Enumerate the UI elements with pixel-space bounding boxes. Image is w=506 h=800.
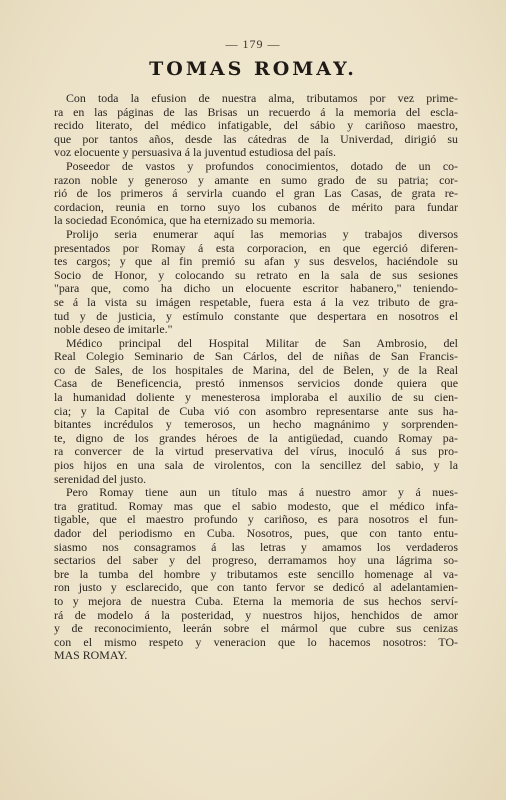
text-line: y de reconocimiento, leerán sobre el mármol que cubre sus cenizas [54,622,458,636]
text-line: la sociedad Económica, que ha eternizado su memoria. [54,214,316,228]
text-line: serenidad del justo. [54,472,147,486]
text-line: "para que, como ha dicho un elocuente escritor habanero," teniendo- [54,282,458,296]
text-line: recido literato, del médico infatigable, del sábio y cariñoso maestro, [54,119,458,133]
text-line: tud y de justicia, y estímulo constante que despertara en nosotros el [54,309,458,323]
text-line: se á la vista su imágen respetable, fuera esta á la vez tributo de gra- [54,295,458,309]
text-line: Médico principal del Hospital Militar de San Ambrosio, del [66,336,458,350]
text-line: to y mejora de nuestra Cuba. Eterna la memoria de sus hechos serví- [54,594,458,608]
text-line: cia; y la Capital de Cuba vió con asombro representarse ante sus ha- [54,404,458,418]
article-title: TOMAS ROMAY. [149,58,357,80]
text-line: siasmo nos consagramos á las letras y amamos los verdaderos [54,540,458,554]
text-line: Casa de Beneficencia, prestó inmensos servicios donde quiera que [54,377,458,391]
text-line: ra convercer de la virtud preservativa del vírus, inoculó á sus pro- [54,445,458,459]
text-line: la humanidad doliente y menesterosa imploraba el auxilio de su cien- [54,391,458,405]
text-line: Con toda la efusion de nuestra alma, tributamos por vez prime- [66,92,458,105]
text-line: tigable, que el maestro profundo y cariñoso, es para nosotros el fun- [54,513,458,527]
page-number: — 179 — [225,37,281,51]
text-line: tra gratitud. Romay mas que el sabio modesto, que el médico infa- [54,499,458,513]
text-line: presentados por Romay á esta corporacion, en que egerció diferen- [54,241,458,255]
text-line: rió de los primeros á servirla cuando el gran Las Casas, de grata re- [54,187,458,201]
text-line: Pero Romay tiene aun un título mas á nuestro amor y á nues- [66,486,458,500]
text-line: Poseedor de vastos y profundos conocimientos, dotado de un co- [66,159,458,173]
text-line: sectarios del saber y del progreso, derramamos hoy una lágrima so- [54,554,458,568]
text-line: MAS ROMAY. [54,649,128,663]
text-line: te, digno de los grandes héroes de la antigüedad, cuando Romay pa- [54,431,458,445]
text-line: Prolijo seria enumerar aquí las memorias y trabajos diversos [66,227,458,241]
article-body [54,92,458,663]
text-line: bre la tumba del hombre y tributamos este sencillo homenage al va- [54,567,458,581]
text-line: bitantes incrédulos y temerosos, un hecho magnánimo y sorprenden- [54,418,458,432]
text-line: noble deseo de imitarle." [54,323,173,337]
text-line: que por tantos años, desde las cátedras de la Univerdad, dirigió su [54,132,458,146]
text-line: co de Sales, de los hospitales de Marina, del de Belen, y de la Real [54,363,458,377]
text-line: Real Colegio Seminario de San Cárlos, del de niñas de San Francis- [54,350,458,364]
text-line: ra en las páginas de las Brisas un recuerdo á la memoria del escla- [54,105,458,119]
text-line: tes cargos; y que al fin premió su afan y sus desvelos, haciéndole su [54,255,458,269]
text-line: razon noble y generoso y amante en sumo grado de su patria; cor- [54,173,458,187]
text-line: dador del periodismo en Cuba. Nosotros, pues, que con tanto entu- [54,527,458,540]
text-line: voz elocuente y persuasiva á la juventud estudiosa del país. [54,146,336,160]
text-line: Socio de Honor, y colocando su retrato en la sala de sus sesiones [54,268,458,282]
text-line: con el mismo respeto y veneracion que lo hacemos nosotros: TO- [54,635,458,649]
text-line: cordacion, reunia en torno suyo los cubanos de mérito para fundar [54,200,458,214]
text-line: pios hijos en una sala de virolentos, con la sencillez del sabio, y la [54,459,458,473]
text-line: ron justo y esclarecido, que con tanto fervor se dedicó al adelantamien- [54,581,458,595]
text-line: rá de modelo á la posteridad, y nuestros hijos, henchidos de amor [54,608,458,622]
